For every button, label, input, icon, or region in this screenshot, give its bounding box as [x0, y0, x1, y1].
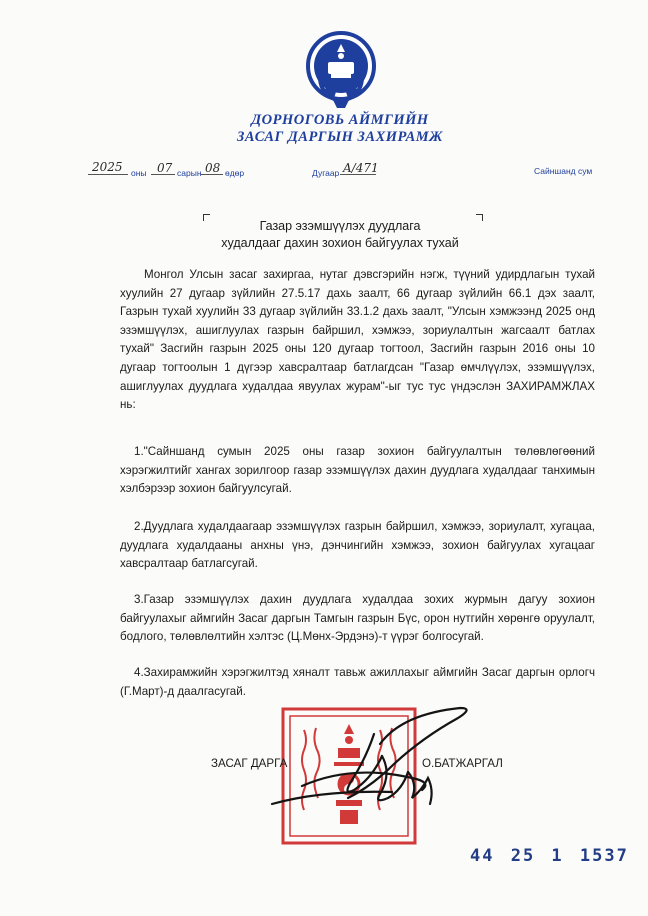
decree-item-1: 1."Сайншанд сумын 2025 оны газар зохион байгуулалтын төлөвлөгөөний хэрэгжилтийг хангах зорилгоор газар эзэмшүүлэх дахин дуудлага худалдааг танхимын хэлбэрээр зохион байгуулсугай. [120, 445, 595, 496]
date-day-label: өдөр [225, 168, 245, 178]
decree-item-2: 2.Дуудлага худалдаагаар эзэмшүүлэх газрын байршил, хэмжээ, зориулалт, хугацаа, дуудлага худалдааны анхны үнэ, дэнчингийн хэмжээ, зохион байгуулах хугацааг хавсралтаар батлагсугай. [120, 520, 595, 571]
decree-item-4: 4.Захирамжийн хэрэгжилтэд хяналт тавьж ажиллахыг аймгийн Засаг даргын орлогч (Г.Март)-д даалгасугай. [120, 666, 595, 698]
number-label: Дугаар [312, 168, 340, 178]
date-year-value: 2025 [92, 160, 123, 174]
org-name-line2: ЗАСАГ ДАРГЫН ЗАХИРАМЖ [237, 129, 443, 145]
org-name-line1: ДОРНОГОВЬ АЙМГИЙН [251, 112, 429, 128]
date-day-value: 08 [205, 161, 221, 175]
place-name: Сайншанд сум [534, 166, 593, 176]
number-line [340, 174, 376, 175]
number-value: A/471 [343, 161, 379, 175]
decree-title-line1: Газар эзэмшүүлэх дуудлага [259, 219, 421, 233]
state-emblem-icon [298, 26, 384, 112]
date-month-value: 07 [157, 161, 173, 175]
preamble-paragraph: Монгол Улсын засаг захиргаа, нутаг дэвсгэрийн нэгж, түүний удирдлагын тухай хуулийн 27 дугаар зүйлийн 27.5.17 дахь заалт, 66 дугаар зүйлийн 66.1 дэх заалт, Газрын тухай хуулийн 33 дугаар зүйлийн 33.1.2 дахь заалт, "Улсын хэмжээнд 2025 онд эзэмшүүлэх, ашиглуулах газрын байршил, хэмжээ, зориулалтын жагсаалт батлах тухай" Засгийн газрын 2025 оны 120 дугаар тогтоол, Засгийн газрын 2016 оны 10 дугаар тогтоолын 1 дүгээр хавсралтаар батлагдсан "Газар өмчлүүлэх, эзэмшүүлэх, ашиглуулах дуудлага худалдаа явуулах журам"-ыг тус тус үндэслэн ЗАХИРАМЖЛАХ нь: [120, 268, 595, 412]
date-month-line [151, 174, 175, 175]
date-year-line [88, 174, 128, 175]
decree-title-line2: худалдааг дахин зохион байгуулах тухай [221, 236, 459, 250]
date-year-label: оны [131, 168, 147, 178]
signer-title: ЗАСАГ ДАРГА [211, 757, 288, 770]
date-day-line [201, 174, 223, 175]
registration-number: 44 25 1 1537 [470, 846, 629, 866]
signer-name: О.БАТЖАРГАЛ [422, 757, 503, 770]
date-month-label: сарын [177, 168, 202, 178]
decree-item-3: 3.Газар эзэмшүүлэх дахин дуудлага худалдаа зохих журмын дагуу зохион байгуулахыг аймгийн Засаг даргын Тамгын газрын Бүс, орон нутгийн хөрөнгө оруулалт, бодлого, төлөвлөлтийн хэлтэс (Ц.Мөнх-Эрдэнэ)-т үүрэг болгосугай. [120, 593, 595, 644]
